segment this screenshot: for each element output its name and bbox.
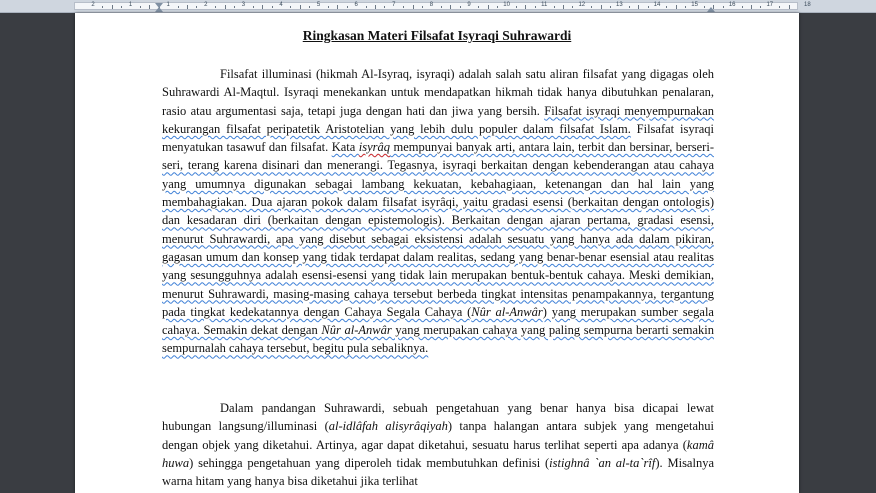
ruler-tick bbox=[572, 6, 573, 8]
ruler-tick bbox=[516, 6, 517, 8]
ruler-tick bbox=[685, 6, 686, 8]
p1-grammar-flag-2[interactable] bbox=[162, 140, 714, 355]
p2-term-istighna: istighnâ `an al-ta`rîf bbox=[549, 455, 656, 470]
ruler-number: 12 bbox=[578, 2, 586, 8]
p1-text-source: ) yang merupakan sumber segala cahaya. Semakin dekat dengan bbox=[162, 304, 714, 338]
ruler-number: 16 bbox=[728, 2, 736, 8]
ruler-tick bbox=[704, 6, 705, 8]
ruler-tick bbox=[751, 5, 752, 9]
ruler-tick bbox=[413, 5, 414, 9]
ruler-ticks bbox=[75, 2, 811, 11]
p2-text-a: Dalam pandangan Suhrawardi, sebuah pengetahuan yang benar hanya bisa dicapai lewat hubungan langsung/illuminasi ( bbox=[162, 401, 714, 434]
p1-text-kata: Kata bbox=[331, 140, 359, 155]
ruler-number: 3 bbox=[241, 2, 246, 8]
ruler-number: 10 bbox=[503, 2, 510, 8]
p2-term-idlafah: al-idlâfah alisyrâqiyah bbox=[328, 419, 448, 434]
ruler-tick bbox=[149, 5, 150, 9]
p1-sentence-3: Filsafat isyraqi menyatukan tasawuf dan filsafat. bbox=[162, 121, 714, 155]
ruler-tick bbox=[300, 5, 301, 9]
p2-text-c: ) tanpa halangan antara subjek yang mengetahui dengan objek yang diketahui. Artinya, agar dapat diketahui, sesuatu harus terlihat seperti apa adanya ( bbox=[162, 419, 714, 452]
ruler-tick bbox=[525, 5, 526, 9]
ruler-number: 7 bbox=[392, 2, 396, 8]
ruler-number: 15 bbox=[691, 2, 698, 8]
ruler-number: 18 bbox=[804, 2, 811, 8]
ruler-tick bbox=[422, 6, 423, 8]
ruler-tick bbox=[375, 5, 376, 9]
ruler-tick bbox=[450, 5, 451, 9]
paragraph-2[interactable] bbox=[162, 399, 714, 490]
ruler-tick bbox=[234, 6, 235, 8]
ruler-number: 1 bbox=[166, 2, 170, 8]
p2-text-e: ) sehingga pengetahuan yang diperoleh tidak membutuhkan definisi ( bbox=[189, 455, 550, 470]
ruler-tick bbox=[253, 6, 254, 8]
ruler-tick bbox=[384, 6, 385, 8]
ruler-tick bbox=[215, 6, 216, 8]
p1-text-end: yang merupakan cahaya yang paling sempurna berarti semakin sempurnalah cahaya tersebut, begitu pula sebaliknya. bbox=[162, 323, 714, 356]
ruler-tick bbox=[102, 6, 103, 8]
ruler-tick bbox=[563, 5, 564, 9]
p1-text-main: mempunyai banyak arti, antara lain, terbit dan bersinar, berseri-seri, terang karena disinari dan menerangi. Tegasnya, isyraqi berkaitan dengan kebenderangan atau cahaya yang umumnya digunakan sebagai lambang kekuatan, kebahagiaan, ketenangan dan hal lain yang membahagiakan. Dua ajaran pokok dalam filsafat isyrâqi, yaitu gradasi esensi (berkaitan dengan ontologis) dan kesadaran diri (berkaitan dengan epistemologis). Berkaitan dengan ajaran pertama, gradasi esensi, menurut Suhrawardi, apa yang disebut sebagai eksistensi adalah sesuatu yang hanya ada dalam pikiran, gagasan umum dan konsep yang tidak terdapat dalam realitas, sedang yang benar-benar esensial atau realitas yang sesungguhnya adalah esensi-esensi yang tidak lain merupakan bentuk-bentuk cahaya. Meski demikian, menurut Suhrawardi, masing-masing cahaya tersebut berbeda tingkat intensitas penampakannya, tergantung pada tingkat kedekatannya dengan Cahaya Segala Cahaya ( bbox=[162, 140, 714, 319]
ruler-number: 2 bbox=[91, 2, 95, 8]
ruler-tick bbox=[610, 6, 611, 8]
ruler-tick bbox=[196, 6, 197, 8]
p1-grammar-flag-1[interactable]: Filsafat isyraqi menyempurnakan kekurangan filsafat peripatetik Aristotelian yang lebih dulu populer dalam filsafat Islam. bbox=[162, 103, 714, 136]
ruler-tick bbox=[290, 6, 291, 8]
ruler-tick bbox=[666, 6, 667, 8]
ruler-tick bbox=[497, 6, 498, 8]
ruler-tick bbox=[337, 5, 338, 9]
ruler-tick bbox=[347, 6, 348, 8]
paragraph-1[interactable] bbox=[162, 65, 714, 358]
p2-term-kama-huwa: kamâ huwa bbox=[162, 437, 714, 470]
ruler-tick bbox=[178, 6, 179, 8]
ruler-tick bbox=[441, 6, 442, 8]
ruler-tick bbox=[478, 6, 479, 8]
ruler-number: 2 bbox=[204, 2, 208, 8]
ruler-tick bbox=[629, 6, 630, 8]
ruler-tick bbox=[591, 6, 592, 8]
p2-text-g: ). Misalnya warna hitam yang hanya bisa diketahui jika terlihat bbox=[162, 455, 714, 489]
hanging-indent-marker[interactable] bbox=[155, 7, 163, 12]
ruler-tick bbox=[554, 6, 555, 8]
ruler-tick bbox=[779, 6, 780, 8]
document-page[interactable] bbox=[75, 13, 799, 493]
ruler-number: 9 bbox=[467, 2, 471, 8]
ruler-tick bbox=[272, 6, 273, 8]
ruler-tick bbox=[723, 6, 724, 8]
p1-term-nur-al-anwar-1: Nûr al-Anwâr bbox=[471, 304, 543, 319]
ruler-number: 13 bbox=[616, 2, 623, 8]
ruler-tick bbox=[140, 6, 141, 8]
ruler-number: 11 bbox=[541, 2, 548, 8]
ruler-tick bbox=[789, 5, 790, 9]
ruler-number: 1 bbox=[128, 2, 133, 8]
ruler-number: 14 bbox=[653, 2, 661, 8]
document-title: Ringkasan Materi Filsafat Isyraqi Suhrawardi bbox=[302, 28, 572, 43]
ruler-tick bbox=[488, 5, 489, 9]
p1-term-nur-al-anwar-2: Nûr al-Anwâr bbox=[321, 323, 392, 338]
ruler-tick bbox=[676, 5, 677, 9]
p1-term-isyraq[interactable]: isyrâq bbox=[358, 140, 391, 155]
ruler-tick bbox=[262, 5, 263, 9]
ruler-track[interactable] bbox=[74, 2, 811, 10]
ruler-number: 5 bbox=[316, 2, 321, 8]
ruler-tick bbox=[742, 6, 743, 8]
ruler-tick bbox=[309, 6, 310, 8]
ruler-tick bbox=[535, 6, 536, 8]
ruler-tick bbox=[638, 5, 639, 9]
ruler-tick bbox=[366, 6, 367, 8]
ruler-tick bbox=[648, 6, 649, 8]
ruler-number: 6 bbox=[354, 2, 358, 8]
p1-sentence-1: Filsafat illuminasi (hikmah Al-Isyraq, isyraqi) adalah salah satu aliran filsafat yang digagas oleh Suhrawardi Al-Maqtul. Isyraqi menekankan untuk mendapatkan hikmah tidak hanya dibutuhkan penalaran, rasio atau argumentasi saja, tetapi juga dengan hati dan jiwa yang bersih. bbox=[162, 67, 714, 118]
ruler-tick bbox=[187, 5, 188, 9]
horizontal-ruler[interactable] bbox=[0, 0, 876, 13]
right-indent-marker[interactable] bbox=[707, 7, 715, 12]
ruler-tick bbox=[460, 6, 461, 8]
ruler-tick bbox=[225, 5, 226, 9]
ruler-tick bbox=[121, 6, 122, 8]
ruler-tick bbox=[112, 5, 113, 9]
ruler-number: 8 bbox=[429, 2, 434, 8]
ruler-tick bbox=[403, 6, 404, 8]
ruler-tick bbox=[328, 6, 329, 8]
ruler-tick bbox=[760, 6, 761, 8]
ruler-number: 4 bbox=[279, 2, 283, 8]
ruler-tick bbox=[601, 5, 602, 9]
ruler-number: 17 bbox=[766, 2, 774, 8]
